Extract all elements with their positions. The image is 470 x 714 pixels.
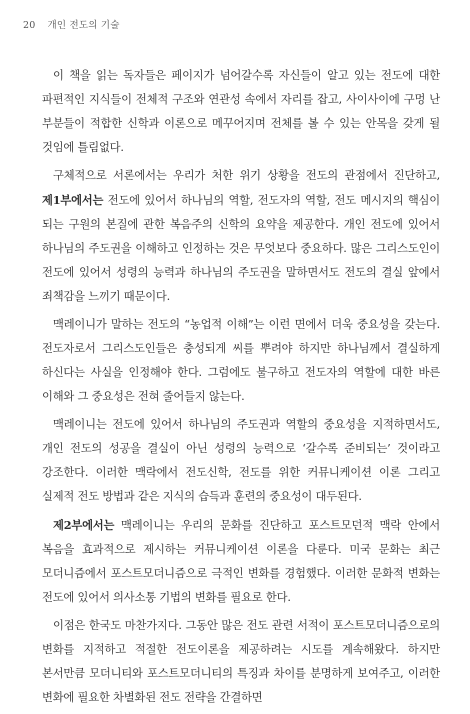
text-run: 이 책을 읽는 독자들은 페이지가 넘어갈수록 자신들이 알고 있는 전도에 대한 파편적인 지식들이 전체적 구조와 연관성 속에서 자리를 잡고, 사이사이에 구멍 난 부분들이 적합한 신학과 이론으로 메꾸어지며 전체를 볼 수 있는 안목을 갖게 될 것임에 틀림없다.	[42, 69, 440, 154]
section-label: 제2부에서는	[53, 518, 115, 532]
text-run: 맥레이니가 말하는 전도의 “농업적 이해”는 이런 면에서 더욱 중요성을 갖는다. 전도자로서 그리스도인들은 충성되게 씨를 뿌려야 하지만 하나님께서 결실하게 하신다는 사실을 인정해야 한다. 그럼에도 불구하고 전도자의 역할에 대한 바른 이해와 그 중요성은 전혀 줄어들지 않는다.	[42, 318, 440, 403]
running-header	[23, 17, 120, 31]
text-run: 전도에 있어서 하나님의 역할, 전도자의 역할, 전도 메시지의 핵심이 되는 구원의 본질에 관한 복음주의 신학의 요약을 제공한다. 개인 전도에 있어서 하나님의 주도권을 이해하고 인정하는 것은 무엇보다 중요하다. 많은 그리스도인이 전도에 있어서 성령의 능력과 하나님의 주도권을 말하면서도 전도의 결실 앞에서 죄책감을 느끼기 때문이다.	[42, 194, 440, 303]
paragraph	[42, 513, 440, 610]
page-number: 20	[23, 20, 36, 31]
paragraph	[42, 413, 440, 509]
text-run: 맥레이니는 전도에 있어서 하나님의 주도권과 역할의 중요성을 지적하면서도, 개인 전도의 성공을 결실이 아닌 성령의 능력으로 ‘갈수록 준비되는’ 것이라고 강조한다. 이러한 맥락에서 전도신학, 전도를 위한 커뮤니케이션 이론 그리고 실제적 전도 방법과 같은 지식의 습득과 훈련의 중요성이 대두된다.	[42, 418, 440, 503]
paragraph	[42, 614, 440, 710]
book-title: 개인 전도의 기술	[47, 20, 120, 31]
text-run: 이점은 한국도 마찬가지다. 그동안 많은 전도 관련 서적이 포스트모더니즘으로의 변화를 지적하고 적절한 전도이론을 제공하려는 시도를 계속해왔다. 하지만 본서만큼 모더니티와 포스트모더니티의 특징과 차이를 분명하게 보여주고, 이러한 변화에 필요한 차별화된 전도 전략을 간결하면	[42, 619, 440, 704]
paragraph	[42, 64, 440, 160]
paragraph	[42, 164, 440, 309]
paragraph	[42, 313, 440, 409]
body-text	[42, 64, 440, 714]
text-run: 구체적으로 서론에서는 우리가 처한 위기 상황을 전도의 관점에서 진단하고,	[53, 169, 440, 182]
section-label: 제1부에서는	[42, 193, 104, 207]
text-run: 맥레이니는 우리의 문화를 진단하고 포스트모던적 맥락 안에서 복음을 효과적으로 제시하는 커뮤니케이션 이론을 다룬다. 미국 문화는 최근 모더니즘에서 포스트모더니즘으로 극적인 변화를 경험했다. 이러한 문화적 변화는 전도에 있어서 의사소통 기법의 변화를 필요로 한다.	[42, 519, 440, 604]
